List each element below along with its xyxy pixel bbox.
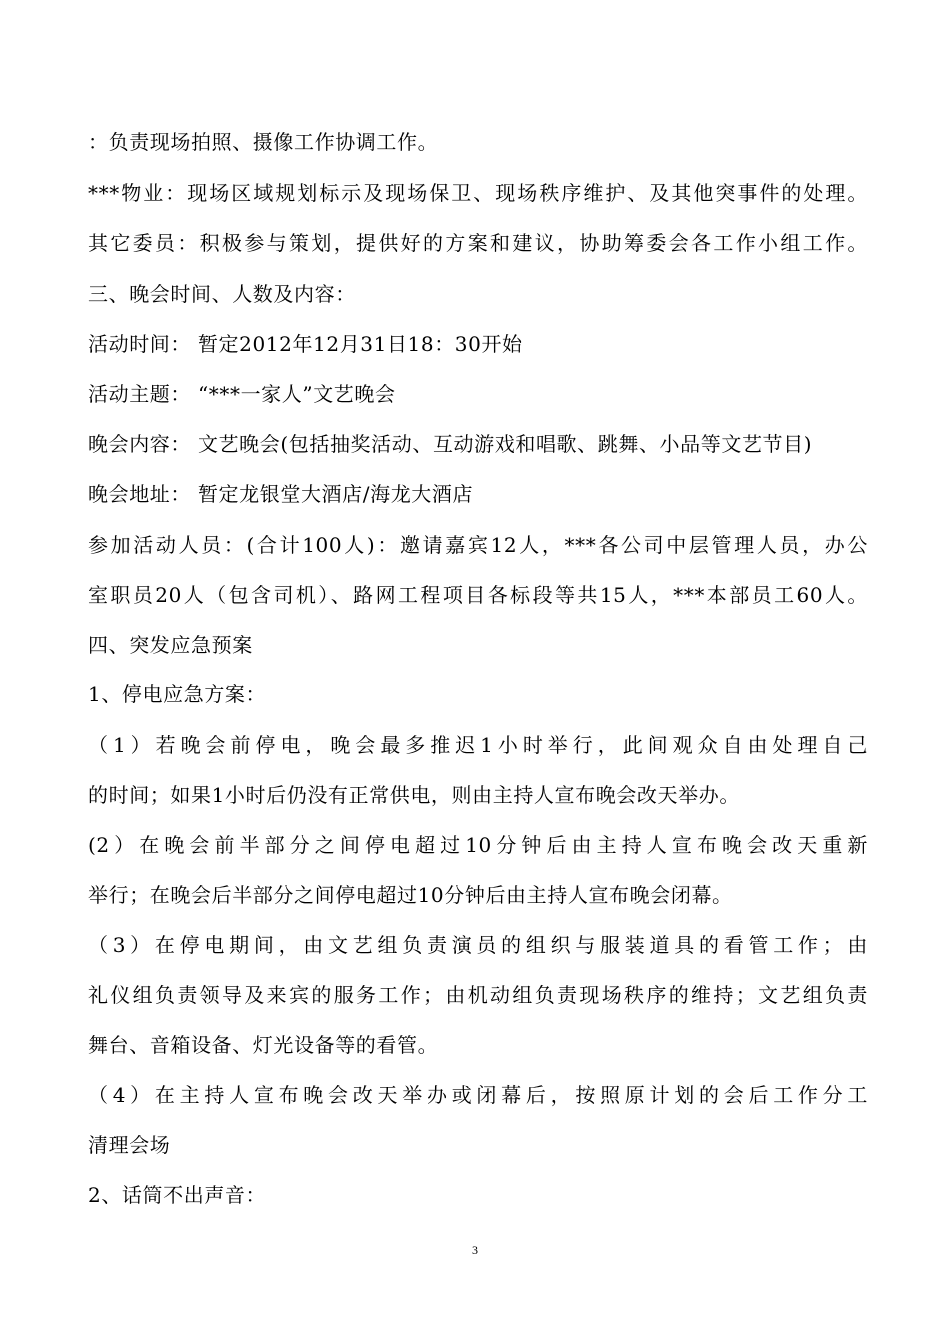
text-line-outage-2a: (2）在晚会前半部分之间停电超过10分钟后由主持人宣布晚会改天重新 [88, 833, 868, 857]
text-line-outage-3a: （3）在停电期间，由文艺组负责演员的组织与服装道具的看管工作；由 [88, 933, 868, 957]
text-line-photo-duty: ：负责现场拍照、摄像工作协调工作。 [88, 130, 439, 154]
subheading-microphone: 2、话筒不出声音： [88, 1183, 267, 1207]
text-line-other-members: 其它委员：积极参与策划，提供好的方案和建议，协助筹委会各工作小组工作。 [88, 231, 868, 255]
text-line-property-duty: ***物业：现场区域规划标示及现场保卫、现场秩序维护、及其他突事件的处理。 [88, 181, 868, 205]
text-line-outage-1b: 的时间；如果1小时后仍没有正常供电，则由主持人宣布晚会改天举办。 [88, 783, 740, 807]
subheading-power-outage: 1、停电应急方案： [88, 682, 267, 706]
text-line-event-venue: 晚会地址： 暂定龙银堂大酒店/海龙大酒店 [88, 482, 474, 506]
text-line-outage-4b: 清理会场 [88, 1133, 171, 1157]
text-line-outage-3c: 舞台、音箱设备、灯光设备等的看管。 [88, 1033, 439, 1057]
section-heading-emergency: 四、突发应急预案 [88, 633, 253, 657]
text-line-outage-4a: （4）在主持人宣布晚会改天举办或闭幕后，按照原计划的会后工作分工 [88, 1083, 868, 1107]
page-number: 3 [472, 1243, 478, 1257]
text-line-outage-3b: 礼仪组负责领导及来宾的服务工作；由机动组负责现场秩序的维持；文艺组负责 [88, 983, 868, 1007]
text-line-attendees-1: 参加活动人员：(合计100人)：邀请嘉宾12人，***各公司中层管理人员，办公 [88, 533, 868, 557]
text-line-event-theme: 活动主题： “***一家人”文艺晚会 [88, 382, 396, 406]
text-line-outage-1a: （1）若晚会前停电，晚会最多推迟1小时举行，此间观众自由处理自己 [88, 733, 868, 757]
text-line-event-time: 活动时间： 暂定2012年12月31日18：30开始 [88, 332, 523, 356]
text-line-event-content: 晚会内容： 文艺晚会(包括抽奖活动、互动游戏和唱歌、跳舞、小品等文艺节目) [88, 432, 813, 456]
text-line-outage-2b: 举行；在晚会后半部分之间停电超过10分钟后由主持人宣布晚会闭幕。 [88, 883, 733, 907]
text-line-attendees-2: 室职员20人（包含司机）、路网工程项目各标段等共15人，***本部员工60人。 [88, 583, 868, 607]
section-heading-party-info: 三、晚会时间、人数及内容： [88, 282, 356, 306]
